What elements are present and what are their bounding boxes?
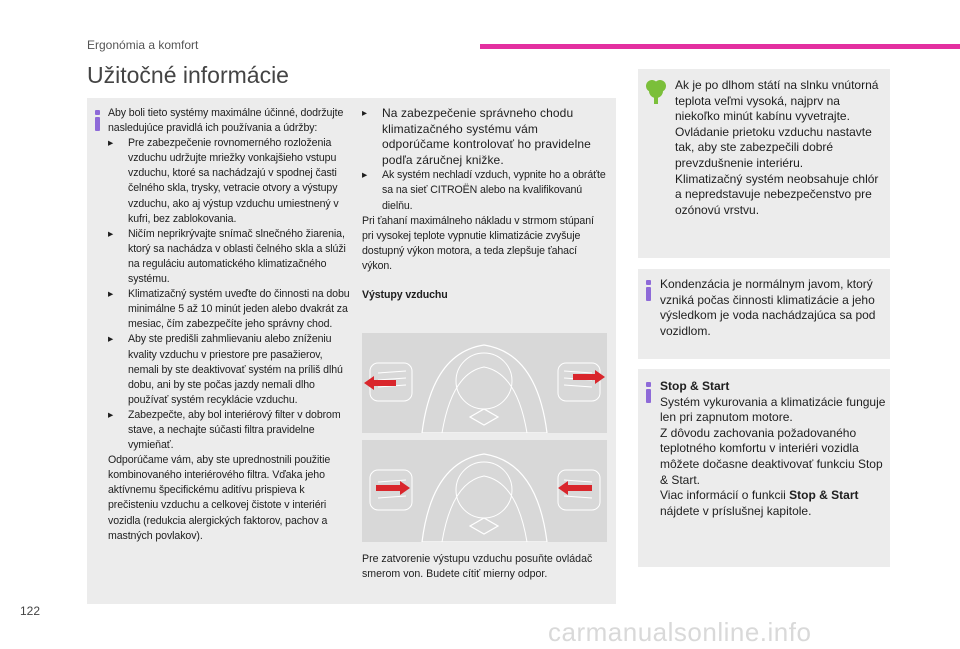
arrow-bullet-icon: ▸ — [362, 108, 368, 119]
stop-start-tail: nájdete v príslušnej kapitole. — [660, 503, 812, 518]
stop-start-body: Systém vykurovania a klimatizácie funguje len pri zapnutom motore. Z dôvodu zachovania požadovaného teplotného komfortu v interiéri vozidla môžete dočasne deaktivovať funkciu Stop & Start. Viac informácií o funkcii — [660, 394, 886, 503]
intro-paragraph: Aby boli tieto systémy maximálne účinné, dodržujte nasledujúce pravidlá ich používania a údržby: — [108, 107, 344, 135]
list-item: ▸ Aby ste predišli zahmlievaniu alebo zníženiu kvality vzduchu v priestore pre pasažierov, nemali by ste deaktivovať systém na príliš dlhú dobu, ani by ste počas jazdy nemali dlho používať systém recyklácie vzduchu. — [108, 333, 343, 406]
vent-caption: Pre zatvorenie výstupu vzduchu posuňte ovládač smerom von. Budete cítiť mierny odpor. — [362, 553, 593, 581]
arrow-bullet-icon: ▸ — [108, 333, 114, 346]
list-item: ▸ Zabezpečte, aby bol interiérový filter v dobrom stave, a nechajte súčasti filtra pravidelne vymieňať. — [108, 408, 341, 452]
dashboard-vents-illustration — [362, 440, 607, 542]
bullet-list — [108, 136, 350, 453]
arrow-bullet-icon: ▸ — [108, 137, 114, 150]
page-title: Užitočné informácie — [87, 62, 289, 88]
arrow-bullet-icon: ▸ — [108, 227, 114, 240]
list-item: ▸ Klimatizačný systém uveďte do činnosti na dobu minimálne 5 až 10 minút jeden alebo dvakrát za mesiac, čím zabezpečíte jeho správny chod. — [108, 288, 350, 331]
list-item: ▸ Pre zabezpečenie rovnomerného rozloženia vzduchu udržujte mriežky vonkajšieho vstupu vzduchu, ktoré sa nachádzajú v spodnej časti čelného skla, trysky, vetracie otvory a výstupy vzduchu, ako aj výstup vzduchu umiestnený v kufri, bez zablokovania. — [108, 137, 339, 225]
condensation-note: Kondenzácia je normálnym javom, ktorý vzniká počas činnosti klimatizácie a jeho výsledkom je voda nachádzajúca sa pod vozidlom. — [660, 277, 876, 338]
page-number: 122 — [20, 604, 41, 618]
stop-start-reference: Stop & Start — [789, 488, 859, 503]
list-item: ▸ Ak systém nechladí vzduch, vypnite ho a obráťte sa na sieť CITROËN alebo na kvalifikovanú dielňu. — [362, 169, 606, 212]
list-item: ▸ Na zabezpečenie správneho chodu klimatizačného systému vám odporúčame kontrolovať ho pravidelne podľa záručnej knižke. — [362, 106, 591, 167]
header-accent-bar — [480, 44, 960, 49]
arrow-bullet-icon: ▸ — [108, 288, 114, 301]
left-column — [108, 106, 350, 544]
eco-tree-icon — [645, 78, 667, 104]
list-item: ▸ Ničím neprikrývajte snímač slnečného žiarenia, ktorý sa nachádza v oblasti čelného skla a slúži na reguláciu automatického klimatizačného systému. — [108, 227, 346, 286]
stop-start-heading: Stop & Start — [660, 379, 730, 393]
middle-column — [362, 106, 608, 303]
stop-start-note — [660, 379, 886, 519]
air-vents-heading: Výstupy vzduchu — [362, 289, 448, 302]
arrow-bullet-icon: ▸ — [108, 408, 114, 421]
towing-paragraph: Pri ťahaní maximálneho nákladu v strmom stúpaní pri vysokej teplote vypnutie klimatizácie zvyšuje dostupný výkon motora, a teda zlepšuje ťahací výkon. — [362, 214, 594, 272]
header-section-label: Ergonómia a komfort — [87, 38, 199, 52]
dashboard-vents-illustration — [362, 333, 607, 433]
hot-cabin-tip: Ak je po dlhom státí na slnku vnútorná teplota veľmi vysoká, najprv na niekoľko minút kabínu vyvetrajte. Ovládanie prietoku vzduchu nastavte tak, aby ste zabezpečili dobré prevzdušnenie interiéru. Klimatizačný systém neobsahuje chlór a nepredstavuje nebezpečenstvo pre ozónovú vrstvu. — [675, 78, 879, 217]
watermark: carmanualsonline.info — [548, 617, 812, 647]
arrow-bullet-icon: ▸ — [362, 169, 368, 182]
closing-paragraph: Odporúčame vám, aby ste uprednostnili použitie kombinovaného interiérového filtra. Vďaka jeho aktívnemu špecifickému aditívu prispieva k prečisteniu vzduchu a celkovej čistote v interiéri vozidla (redukcia alergických faktorov, pachov a mastných povlakov). — [108, 454, 331, 542]
